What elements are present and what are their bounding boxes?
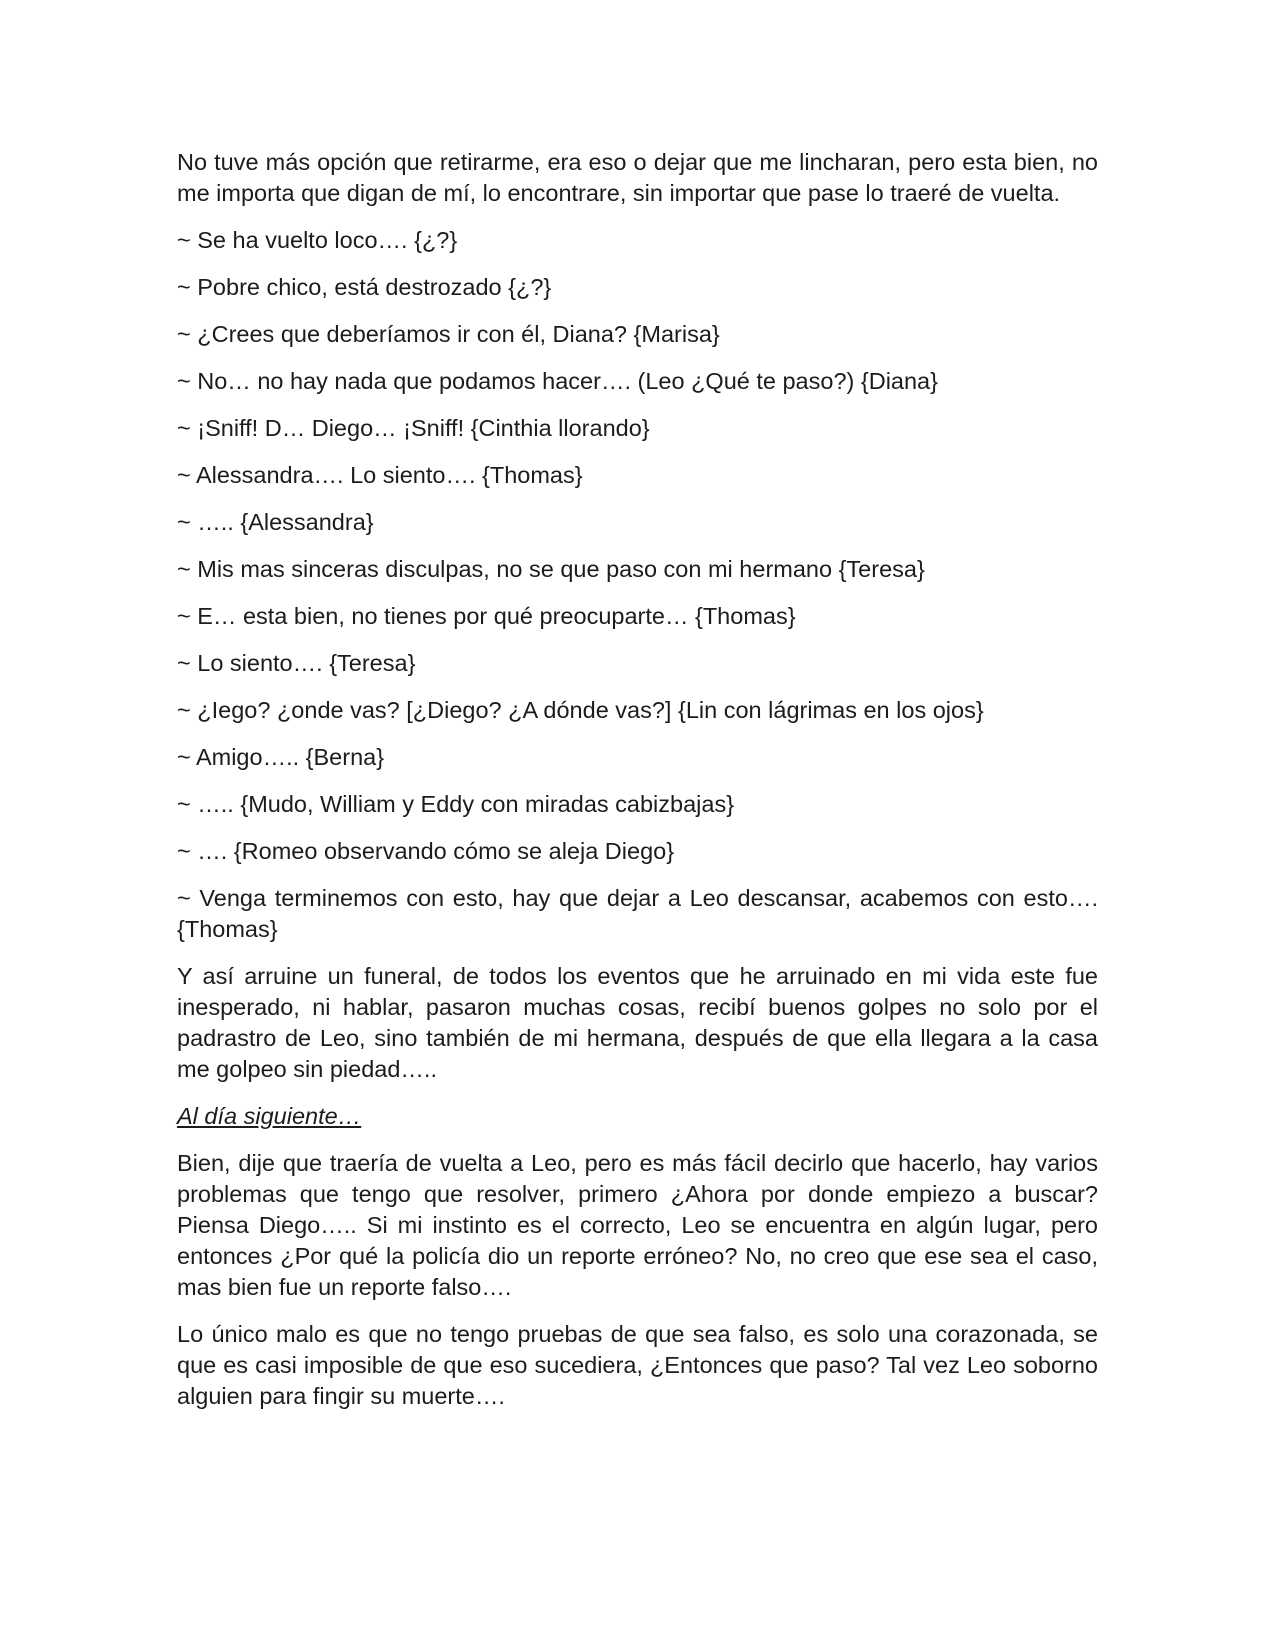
document-page [177, 147, 1098, 1428]
body-paragraph-2: Lo único malo es que no tengo pruebas de que sea falso, es solo una corazonada, se que es casi imposible de que eso sucediera, ¿Entonces que paso? Tal vez Leo soborno alguien para fingir su muerte…. [177, 1321, 1098, 1409]
funeral-paragraph: Y así arruine un funeral, de todos los eventos que he arruinado en mi vida este fue inesperado, ni hablar, pasaron muchas cosas, recibí buenos golpes no solo por el padrastro de Leo, sino también de mi hermana, después de que ella llegara a la casa me golpeo sin piedad….. [177, 963, 1098, 1082]
dialogue-line: ~ No… no hay nada que podamos hacer…. (Leo ¿Qué te paso?) {Diana} [177, 368, 938, 394]
dialogue-line: ~ Pobre chico, está destrozado {¿?} [177, 274, 552, 300]
intro-paragraph: No tuve más opción que retirarme, era eso o dejar que me lincharan, pero esta bien, no me importa que digan de mí, lo encontrare, sin importar que pase lo traeré de vuelta. [177, 149, 1098, 206]
dialogue-line: ~ Se ha vuelto loco…. {¿?} [177, 227, 458, 253]
dialogue-line: ~ ¿Crees que deberíamos ir con él, Diana? {Marisa} [177, 321, 720, 347]
dialogue-line: ~ ….. {Alessandra} [177, 509, 374, 535]
dialogue-line: ~ ¡Sniff! D… Diego… ¡Sniff! {Cinthia llorando} [177, 415, 650, 441]
dialogue-line: ~ ….. {Mudo, William y Eddy con miradas cabizbajas} [177, 791, 735, 817]
scene-break-heading: Al día siguiente… [177, 1103, 362, 1129]
dialogue-line: ~ Mis mas sinceras disculpas, no se que paso con mi hermano {Teresa} [177, 556, 925, 582]
dialogue-line: ~ Alessandra…. Lo siento…. {Thomas} [177, 462, 583, 488]
dialogue-line: ~ ¿Iego? ¿onde vas? [¿Diego? ¿A dónde vas?] {Lin con lágrimas en los ojos} [177, 697, 984, 723]
dialogue-line: ~ Lo siento…. {Teresa} [177, 650, 416, 676]
body-paragraph-1: Bien, dije que traería de vuelta a Leo, pero es más fácil decirlo que hacerlo, hay varios problemas que tengo que resolver, primero ¿Ahora por donde empiezo a buscar? Piensa Diego….. Si mi instinto es el correcto, Leo se encuentra en algún lugar, pero entonces ¿Por qué la policía dio un reporte erróneo? No, no creo que ese sea el caso, mas bien fue un reporte falso…. [177, 1150, 1098, 1300]
closing-dialogue-line: ~ Venga terminemos con esto, hay que dejar a Leo descansar, acabemos con esto…. {Thomas} [177, 885, 1098, 942]
dialogue-line: ~ Amigo….. {Berna} [177, 744, 385, 770]
dialogue-line: ~ …. {Romeo observando cómo se aleja Diego} [177, 838, 675, 864]
dialogue-list [177, 225, 1098, 867]
dialogue-line: ~ E… esta bien, no tienes por qué preocuparte… {Thomas} [177, 603, 796, 629]
